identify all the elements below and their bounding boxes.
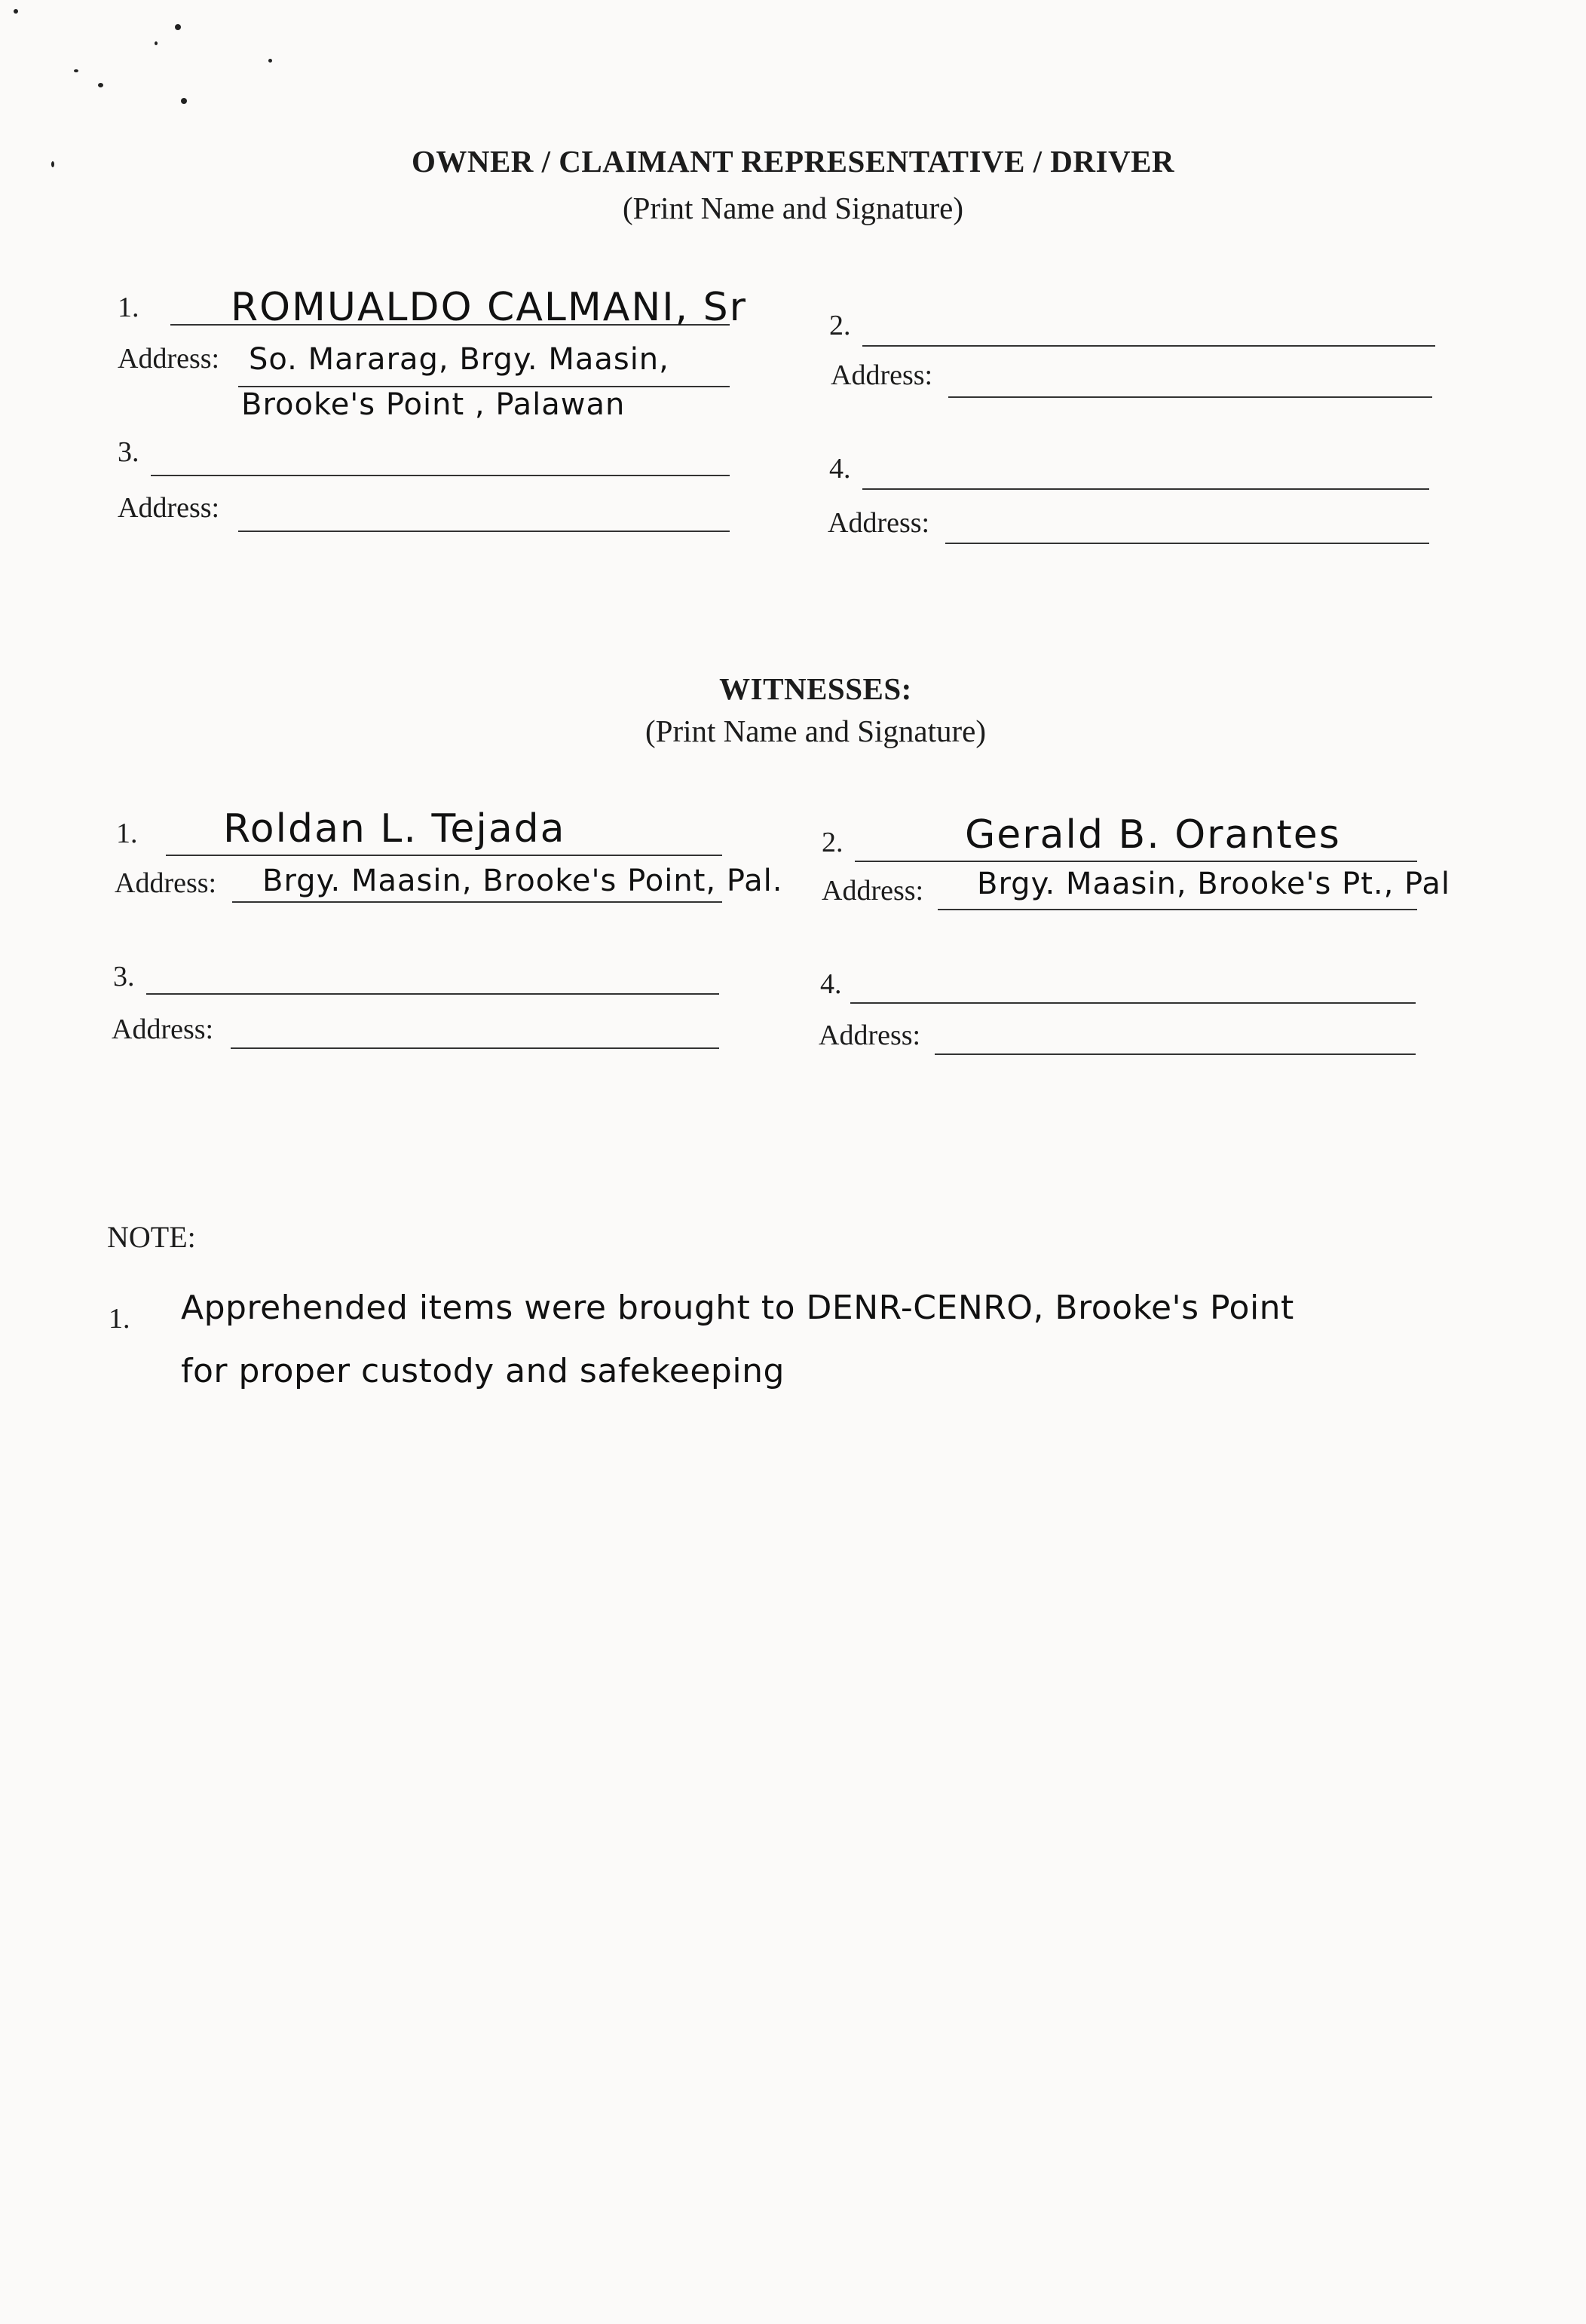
witness-entry-1-name-line [166,855,722,856]
witness-entry-2-name: Gerald B. Orantes [965,812,1341,858]
note-item-1-line2: for proper custody and safekeeping [181,1352,785,1390]
owner-entry-2-address-line [948,396,1432,398]
owner-entry-3-number: 3. [118,436,139,468]
witness-section-subtitle: (Print Name and Signature) [645,714,987,748]
owner-entry-1-address-label: Address: [118,343,220,375]
witness-entry-1-address-label: Address: [115,867,217,899]
owner-entry-3-address-line [238,531,730,532]
witness-entry-3-address-line [231,1047,719,1049]
witness-entry-2-address-line [938,909,1417,910]
owner-entry-4-address-label: Address: [828,507,930,539]
speck [98,83,103,87]
witness-entry-1-number: 1. [116,818,138,849]
witness-entry-1-address-line [232,901,722,903]
owner-entry-4-address-line [945,543,1429,544]
owner-entry-1-address-line1: So. Mararag, Brgy. Maasin, [249,342,669,377]
note-item-1-line1: Apprehended items were brought to DENR-CENRO, Brooke's Point [181,1289,1294,1327]
owner-section-title: OWNER / CLAIMANT REPRESENTATIVE / DRIVER [411,144,1175,179]
witness-entry-4-number: 4. [820,968,842,1000]
owner-entry-3-address-label: Address: [118,492,220,524]
witness-entry-1-address: Brgy. Maasin, Brooke's Point, Pal. [262,864,783,898]
witness-entry-3-name-line [146,993,719,995]
witness-entry-2-address: Brgy. Maasin, Brooke's Pt., Pal [977,867,1450,901]
owner-entry-1-number: 1. [118,292,139,323]
witness-entry-1-name: Roldan L. Tejada [223,806,566,852]
witness-entry-4-address-line [935,1053,1416,1055]
owner-section-subtitle: (Print Name and Signature) [622,191,964,225]
owner-entry-3-name-line [151,475,730,476]
speck [175,24,181,30]
witness-entry-2-number: 2. [822,827,844,858]
note-label: NOTE: [107,1220,196,1254]
witness-entry-3-address-label: Address: [112,1014,214,1045]
witness-entry-2-name-line [855,861,1417,862]
witness-section-title: WITNESSES: [719,671,912,706]
witness-entry-4-address-label: Address: [819,1020,921,1051]
owner-entry-1-address-line2: Brooke's Point , Palawan [241,387,626,422]
note-item-1-number: 1. [109,1303,130,1335]
owner-entry-2-address-label: Address: [831,359,933,391]
speck [14,9,18,14]
speck [74,69,78,72]
owner-entry-2-name-line [862,345,1435,347]
speck [181,98,187,104]
owner-entry-4-name-line [862,488,1429,490]
witness-entry-3-number: 3. [113,961,135,992]
speck [268,59,272,63]
owner-entry-2-number: 2. [829,310,851,341]
witness-entry-4-name-line [850,1002,1416,1004]
witness-entry-2-address-label: Address: [822,875,924,907]
speck [155,41,158,45]
owner-entry-1-name: ROMUALDO CALMANI, Sr [231,285,747,330]
owner-entry-4-number: 4. [829,453,851,485]
